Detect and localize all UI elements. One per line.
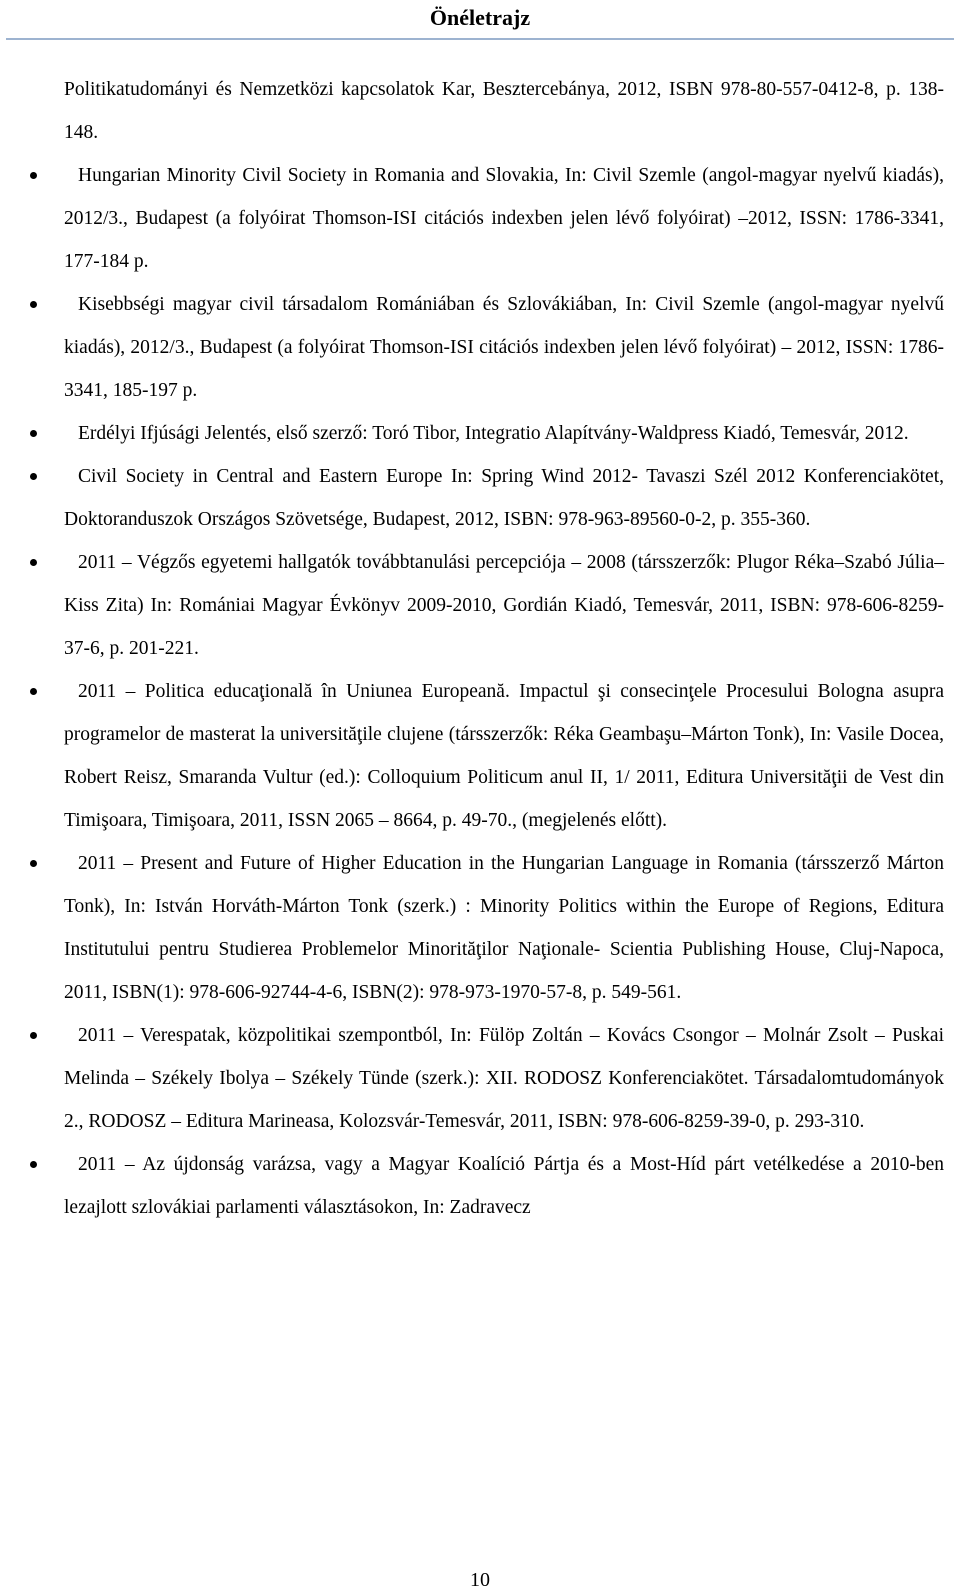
page-number: 10	[470, 1569, 490, 1591]
publication-text: Kisebbségi magyar civil társadalom Romániában és Szlovákiában, In: Civil Szemle (angol-magyar nyelvű kiadás), 2012/3., Budapest (a folyóirat Thomson-ISI citációs indexben jelen lévő folyóirat) – 2012, ISSN: 1786-3341, 185-197 p.	[64, 294, 944, 401]
publication-item	[64, 455, 944, 541]
bullet-icon	[30, 860, 37, 867]
bullet-icon	[30, 559, 37, 566]
document-body	[64, 68, 944, 1229]
publication-item	[64, 154, 944, 283]
publication-item	[64, 1143, 944, 1229]
continuation-paragraph: Politikatudományi és Nemzetközi kapcsolatok Kar, Besztercebánya, 2012, ISBN 978-80-557-0412-8, p. 138-148.	[64, 79, 944, 143]
publication-text: 2011 – Az újdonság varázsa, vagy a Magyar Koalíció Pártja és a Most-Híd párt vetélkedése a 2010-ben lezajlott szlovákiai parlamenti választásokon, In: Zadravecz	[64, 1154, 944, 1218]
publication-item	[64, 670, 944, 842]
publication-item	[64, 541, 944, 670]
publication-text: 2011 – Politica educaţională în Uniunea Europeană. Impactul şi consecinţele Procesului Bologna asupra programelor de masterat la universităţile clujene (társszerzők: Réka Geambaşu–Márton Tonk), In: Vasile Docea, Robert Reisz, Smaranda Vultur (ed.): Colloquium Politicum anul II, 1/ 2011, Editura Universităţii de Vest din Timişoara, Timişoara, 2011, ISSN 2065 – 8664, p. 49-70., (megjelenés előtt).	[64, 681, 944, 831]
page-header	[0, 0, 960, 40]
bullet-icon	[30, 1161, 37, 1168]
publication-text: Erdélyi Ifjúsági Jelentés, első szerző: Toró Tibor, Integratio Alapítvány-Waldpress Kiadó, Temesvár, 2012.	[78, 423, 909, 444]
bullet-icon	[30, 172, 37, 179]
bullet-icon	[30, 473, 37, 480]
publication-item	[64, 842, 944, 1014]
bullet-icon	[30, 688, 37, 695]
bullet-icon	[30, 1032, 37, 1039]
publication-text: 2011 – Verespatak, közpolitikai szempontból, In: Fülöp Zoltán – Kovács Csongor – Molnár Zsolt – Puskai Melinda – Székely Ibolya – Székely Tünde (szerk.): XII. RODOSZ Konferenciakötet. Társadalomtudományok 2., RODOSZ – Editura Marineasa, Kolozsvár-Temesvár, 2011, ISBN: 978-606-8259-39-0, p. 293-310.	[64, 1025, 944, 1132]
publication-item	[64, 412, 944, 455]
publication-item	[64, 1014, 944, 1143]
publication-text: 2011 – Present and Future of Higher Education in the Hungarian Language in Romania (társszerző Márton Tonk), In: István Horváth-Márton Tonk (szerk.) : Minority Politics within the Europe of Regions, Editura Institutului pentru Studierea Problemelor Minorităţilor Naţionale- Scientia Publishing House, Cluj-Napoca, 2011, ISBN(1): 978-606-92744-4-6, ISBN(2): 978-973-1970-57-8, p. 549-561.	[64, 853, 944, 1003]
bullet-icon	[30, 301, 37, 308]
publication-item	[64, 283, 944, 412]
page-title: Önéletrajz	[429, 5, 531, 30]
bullet-icon	[30, 430, 37, 437]
publication-text: 2011 – Végzős egyetemi hallgatók továbbtanulási percepciója – 2008 (társszerzők: Plugor Réka–Szabó Júlia–Kiss Zita) In: Romániai Magyar Évkönyv 2009-2010, Gordián Kiadó, Temesvár, 2011, ISBN: 978-606-8259-37-6, p. 201-221.	[64, 552, 944, 659]
header-divider	[6, 38, 954, 40]
publication-text: Hungarian Minority Civil Society in Romania and Slovakia, In: Civil Szemle (angol-magyar nyelvű kiadás), 2012/3., Budapest (a folyóirat Thomson-ISI citációs indexben jelen lévő folyóirat) –2012, ISSN: 1786-3341, 177-184 p.	[64, 165, 944, 272]
publication-list	[64, 154, 944, 1229]
publication-text: Civil Society in Central and Eastern Europe In: Spring Wind 2012- Tavaszi Szél 2012 Konferenciakötet, Doktoranduszok Országos Szövetsége, Budapest, 2012, ISBN: 978-963-89560-0-2, p. 355-360.	[64, 466, 944, 530]
